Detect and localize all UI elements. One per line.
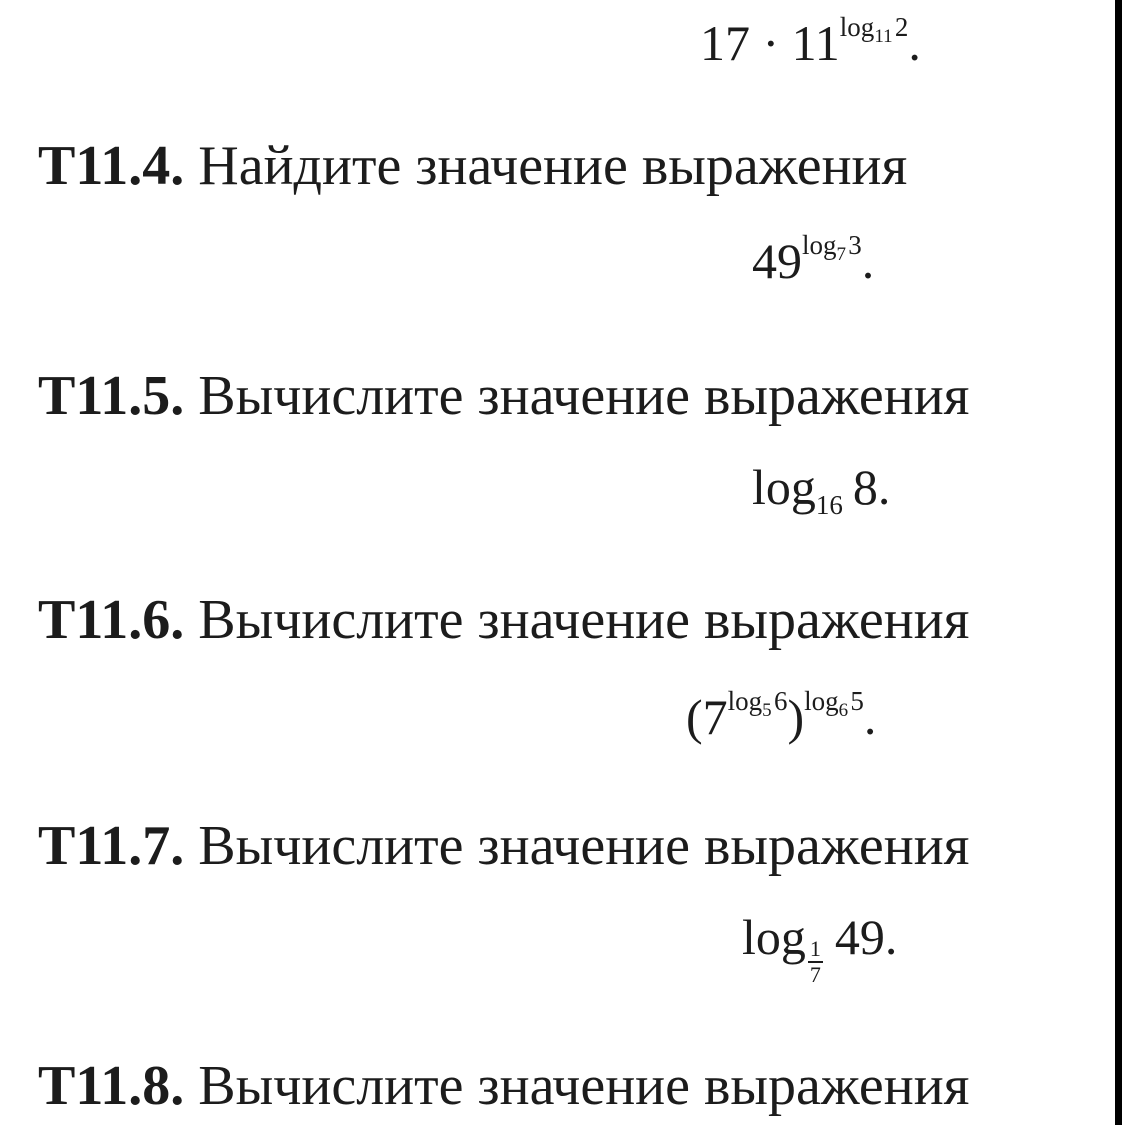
outer-arg: 5 bbox=[850, 686, 864, 716]
formula-exponent bbox=[839, 12, 909, 47]
formula-arg: 49. bbox=[834, 909, 898, 965]
formula-dot: . bbox=[908, 15, 921, 71]
problem-t11-6 bbox=[38, 589, 970, 651]
problem-t11-7 bbox=[38, 815, 970, 877]
inner-log-base: 5 bbox=[762, 700, 772, 721]
formula-base: 17 · 11 bbox=[700, 15, 840, 71]
formula-t11-4 bbox=[752, 230, 875, 289]
exp-arg: 3 bbox=[848, 230, 862, 260]
problem-text: Вычислите значение выражения bbox=[198, 589, 970, 651]
formula-t11-3 bbox=[700, 12, 921, 71]
fraction-numerator: 1 bbox=[809, 936, 821, 961]
formula-t11-5 bbox=[752, 459, 891, 520]
problem-text: Вычислите значение выражения bbox=[198, 365, 970, 427]
formula-t11-6 bbox=[686, 686, 877, 745]
problem-t11-5 bbox=[38, 365, 970, 427]
outer-exponent bbox=[804, 686, 864, 721]
problem-number: T11.8. bbox=[38, 1055, 185, 1117]
inner-exponent bbox=[727, 686, 788, 721]
inner-log: log bbox=[727, 686, 763, 716]
formula-dot: . bbox=[861, 233, 875, 289]
outer-log-base: 6 bbox=[838, 700, 849, 721]
formula-arg: 8. bbox=[852, 459, 891, 515]
formula-t11-7 bbox=[742, 909, 898, 987]
problem-number: T11.4. bbox=[38, 135, 185, 197]
log-base-fraction bbox=[808, 938, 823, 986]
formula-log: log bbox=[742, 909, 806, 965]
problem-number: T11.6. bbox=[38, 589, 185, 651]
formula-log-base: 16 bbox=[815, 490, 843, 520]
problem-text: Вычислите значение выражения bbox=[198, 815, 970, 877]
exp-log-base: 11 bbox=[874, 26, 893, 47]
problem-t11-8 bbox=[38, 1055, 970, 1117]
formula-close: ) bbox=[787, 689, 805, 745]
problem-number: T11.5. bbox=[38, 365, 185, 427]
formula-dot: . bbox=[863, 689, 877, 745]
problem-text: Вычислите значение выражения bbox=[198, 1055, 970, 1117]
inner-arg: 6 bbox=[773, 686, 788, 716]
right-edge-border bbox=[1115, 0, 1122, 1125]
problem-text: Найдите значение выражения bbox=[198, 135, 908, 197]
formula-open: (7 bbox=[686, 689, 728, 745]
problem-t11-4 bbox=[38, 135, 908, 197]
formula-exponent bbox=[802, 230, 862, 265]
exp-log-base: 7 bbox=[836, 244, 847, 265]
formula-log: log bbox=[752, 459, 816, 515]
formula-base: 49 bbox=[752, 233, 802, 289]
exp-arg: 2 bbox=[894, 12, 909, 42]
fraction-denominator: 7 bbox=[809, 962, 821, 987]
exp-log: log bbox=[802, 230, 837, 260]
exp-log: log bbox=[839, 12, 875, 42]
outer-log: log bbox=[804, 686, 839, 716]
problem-number: T11.7. bbox=[38, 815, 185, 877]
